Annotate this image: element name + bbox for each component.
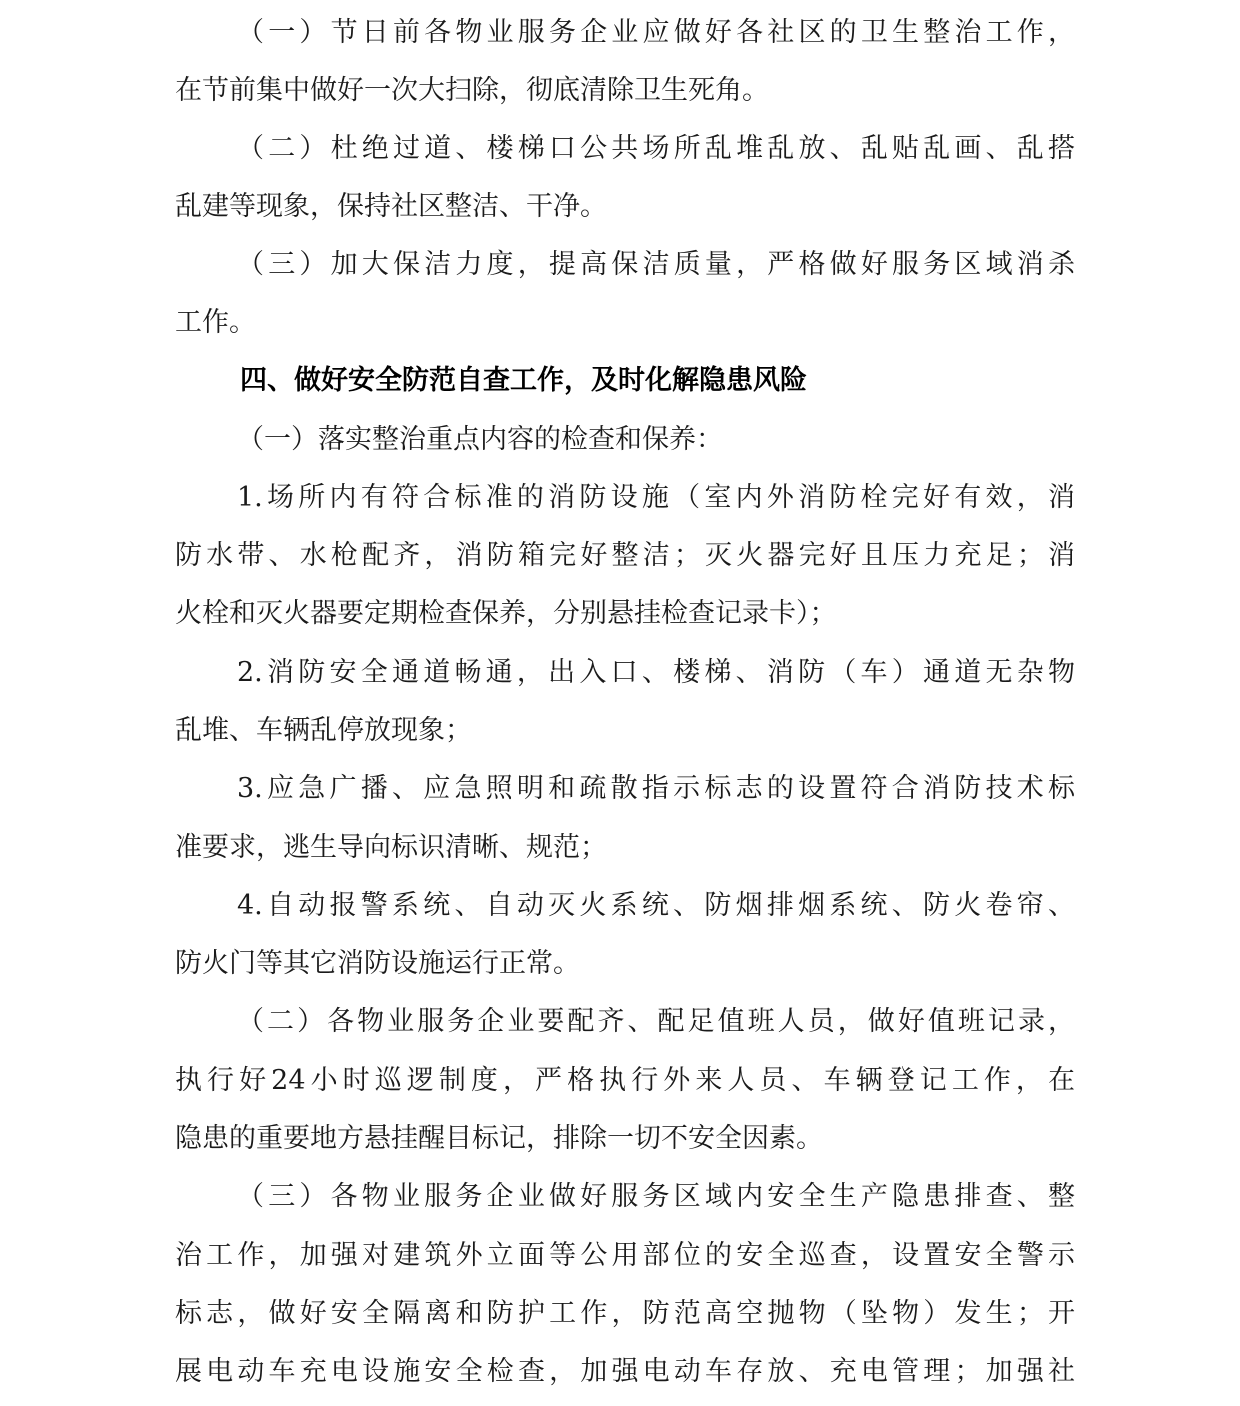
item-2-line-1: 2.消防安全通道畅通，出入口、楼梯、消防（车）通道无杂物 <box>237 657 1075 688</box>
item-1-line-3: 火栓和灭火器要定期检查保养，分别悬挂检查记录卡）； <box>175 598 837 629</box>
item-3-line-1: 3.应急广播、应急照明和疏散指示标志的设置符合消防技术标 <box>237 773 1075 804</box>
para-4-2-line-3: 隐患的重要地方悬挂醒目标记，排除一切不安全因素。 <box>175 1123 823 1154</box>
item-1-line-2: 防水带、水枪配齐，消防箱完好整洁；灭火器完好且压力充足；消 <box>175 540 1075 571</box>
para-1-3-line-2: 工作。 <box>175 307 256 338</box>
para-1-3-line-1: （三）加大保洁力度，提高保洁质量，严格做好服务区域消杀 <box>237 249 1075 280</box>
item-1-line-1: 1.场所内有符合标准的消防设施（室内外消防栓完好有效，消 <box>237 482 1075 513</box>
item-4-line-1: 4.自动报警系统、自动灭火系统、防烟排烟系统、防火卷帘、 <box>237 890 1075 921</box>
para-1-1-line-1: （一）节日前各物业服务企业应做好各社区的卫生整治工作， <box>237 17 1075 48</box>
subsection-4-1-title: （一）落实整治重点内容的检查和保养： <box>237 424 723 455</box>
para-4-3-line-2: 治工作，加强对建筑外立面等公用部位的安全巡查，设置安全警示 <box>175 1240 1075 1271</box>
para-1-2-line-2: 乱建等现象，保持社区整洁、干净。 <box>175 191 607 222</box>
para-4-2-line-1: （二）各物业服务企业要配齐、配足值班人员，做好值班记录， <box>237 1006 1075 1037</box>
para-1-2-line-1: （二）杜绝过道、楼梯口公共场所乱堆乱放、乱贴乱画、乱搭 <box>237 133 1075 164</box>
item-2-line-2: 乱堆、车辆乱停放现象； <box>175 715 472 746</box>
item-3-line-2: 准要求，逃生导向标识清晰、规范； <box>175 832 607 863</box>
para-4-3-line-3: 标志，做好安全隔离和防护工作，防范高空抛物（坠物）发生；开 <box>175 1298 1075 1329</box>
para-4-3-line-4: 展电动车充电设施安全检查，加强电动车存放、充电管理；加强社 <box>175 1356 1075 1387</box>
para-4-2-line-2: 执行好24小时巡逻制度，严格执行外来人员、车辆登记工作，在 <box>175 1065 1075 1096</box>
para-4-3-line-1: （三）各物业服务企业做好服务区域内安全生产隐患排查、整 <box>237 1181 1075 1212</box>
para-1-1-line-2: 在节前集中做好一次大扫除，彻底清除卫生死角。 <box>175 75 769 106</box>
section-heading-4: 四、做好安全防范自查工作，及时化解隐患风险 <box>240 365 807 396</box>
item-4-line-2: 防火门等其它消防设施运行正常。 <box>175 948 580 979</box>
